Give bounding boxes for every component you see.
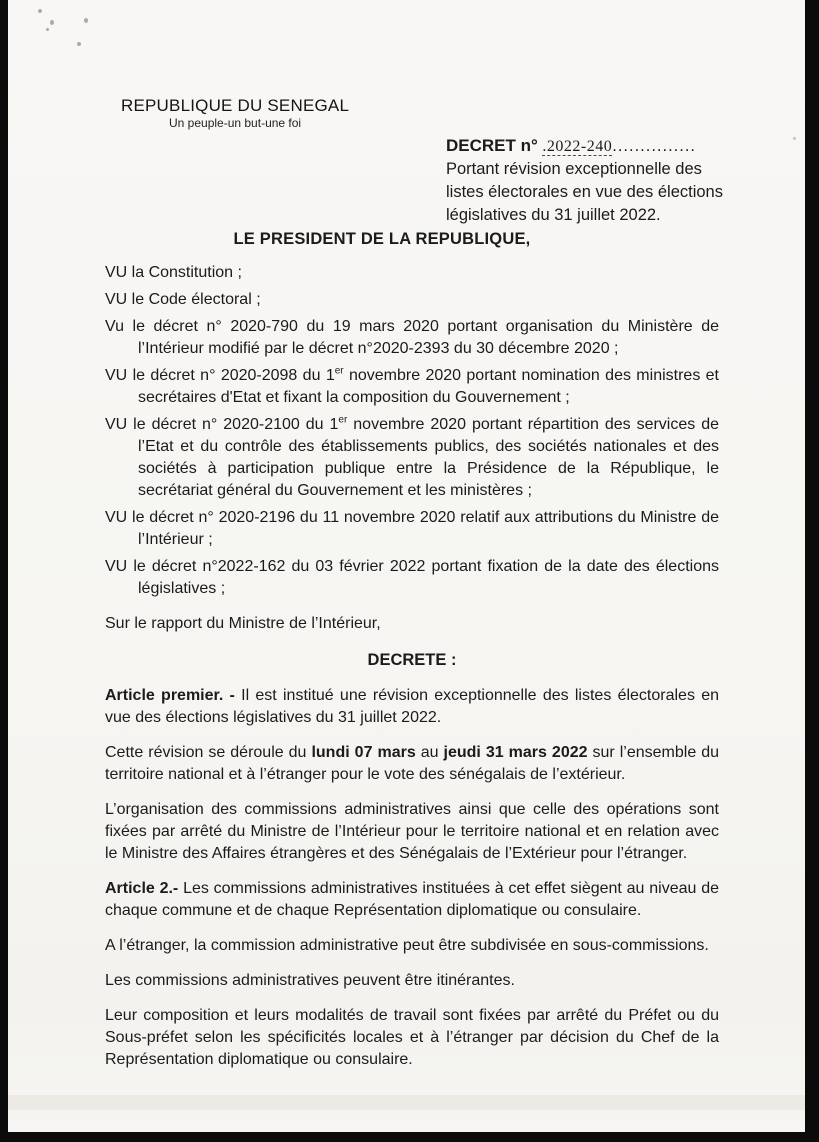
paragraph-composition: Leur composition et leurs modalités de travail sont fixées par arrêté du Préfet ou du Sous-préfet selon les spécificités locales et à l’étranger par décision du Chef de la Représentation diplomatique ou consulaire. [105, 1007, 719, 1068]
article-1 [105, 685, 719, 729]
visa-code-electoral: VU le Code électoral ; [105, 291, 261, 308]
visa-text: novembre 2020 portant répartition des services de l’Etat et du contrôle des établissements publics, des sociétés nationales et des sociétés à participation publique entre la Présidence de la République, le secrétariat général du Gouvernement et les ministères ; [138, 416, 720, 499]
speck-mark [793, 137, 796, 140]
decree-number: .2022-240 [542, 138, 613, 155]
visa-text: VU le décret n° 2020-2098 du 1 [105, 367, 335, 384]
decree-title-block [446, 134, 738, 227]
visa-constitution: VU la Constitution ; [105, 264, 242, 281]
president-heading: LE PRESIDENT DE LA REPUBLIQUE, [233, 230, 531, 248]
republic-title: REPUBLIQUE DU SENEGAL [121, 96, 350, 115]
paragraph-organisation: L’organisation des commissions administratives ainsi que celle des opérations sont fixées par arrêté du Ministre de l’Intérieur pour le territoire national et en relation avec le Ministre des Affaires étrangères et des Sénégalais de l’Extérieur pour l’étranger. [105, 801, 719, 862]
visa-text: VU le décret n° 2020-2100 du 1 [105, 416, 339, 433]
article-1-text: Il est institué une révision exceptionnelle des listes électorales en vue des élections législatives du 31 juillet 2022. [105, 687, 720, 726]
paragraph-revision-period [105, 742, 719, 786]
visa-decret-2020-790: Vu le décret n° 2020-790 du 19 mars 2020 portant organisation du Ministère de l’Intérieur modifié par le décret n°2020-2393 du 30 décembre 2020 ; [105, 318, 719, 357]
report-line: Sur le rapport du Ministre de l’Intérieur, [105, 615, 381, 632]
decree-subject: Portant révision exceptionnelle des listes électorales en vue des élections législatives du 31 juillet 2022. [446, 160, 723, 224]
decree-leader-dots: ............... [612, 137, 696, 155]
ordinal-superscript: er [338, 414, 348, 426]
start-date-bold: lundi 07 mars [311, 744, 416, 761]
paragraph-sous-commissions: A l’étranger, la commission administrative peut être subdivisée en sous-commissions. [105, 937, 709, 954]
pencil-mark [77, 42, 81, 46]
decree-body [105, 262, 719, 1084]
document-page [8, 0, 805, 1132]
national-motto: Un peuple-un but-une foi [169, 116, 302, 130]
decree-number-line [446, 134, 738, 158]
article-2-text: Les commissions administratives instituées à cet effet siègent au niveau de chaque commune et de chaque Représentation diplomatique ou consulaire. [105, 880, 719, 919]
pencil-mark [84, 18, 88, 23]
pencil-mark [50, 20, 54, 25]
visa-decret-2022-162: VU le décret n°2022-162 du 03 février 2022 portant fixation de la date des élections législatives ; [105, 558, 719, 597]
visa-decret-2020-2100 [105, 414, 719, 502]
paragraph-text: Cette révision se déroule du [105, 744, 312, 761]
ordinal-superscript: er [334, 365, 344, 377]
article-2-label: Article 2.- [105, 880, 184, 897]
end-date-bold: jeudi 31 mars 2022 [443, 744, 588, 761]
visa-decret-2020-2098 [105, 365, 719, 409]
paragraph-text: au [415, 744, 444, 761]
paragraph-text: sur l’ensemble du territoire national et à l’étranger pour le vote des sénégalais de l’extérieur. [105, 744, 720, 783]
visa-decret-2020-2196: VU le décret n° 2020-2196 du 11 novembre 2020 relatif aux attributions du Ministre de l’Intérieur ; [105, 509, 719, 548]
article-2 [105, 878, 719, 922]
letterhead [121, 95, 349, 131]
paragraph-itinerantes: Les commissions administratives peuvent être itinérantes. [105, 972, 515, 989]
visa-text: novembre 2020 portant nomination des ministres et secrétaires d'Etat et fixant la composition du Gouvernement ; [138, 367, 720, 406]
article-1-label: Article premier. - [105, 687, 242, 704]
decrete-heading: DECRETE : [367, 651, 457, 669]
decree-label: DECRET n° [446, 136, 538, 155]
pencil-mark [46, 28, 49, 31]
scan-shadow-band [8, 1095, 805, 1110]
